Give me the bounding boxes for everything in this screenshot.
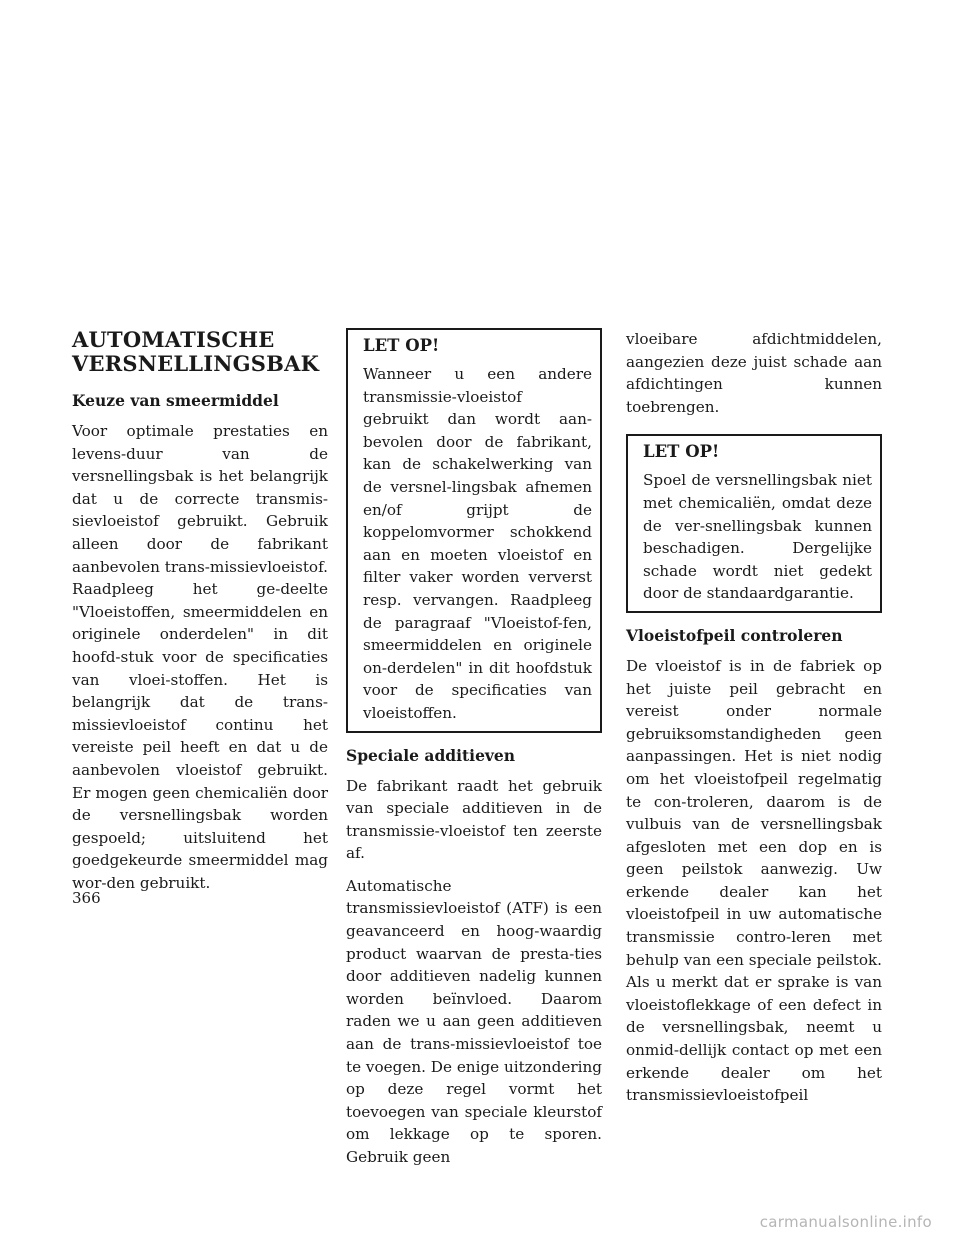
paragraph-fluid-level: De vloeistof is in de fabriek op het juiste peil gebracht en vereist onder normale gebruiksomstandigheden geen aanpassingen. Het is niet nodig om het vloeistofpeil regelmatig te con-troleren, daarom is de vulbuis van de versnellingsbak afgesloten met een dop en is geen peilstok aanwezig. Uw erkende dealer kan het vloeistofpeil in uw automatische transmissie contro-leren met behulp van een speciale peilstok. Als u merkt dat er sprake is van vloeistoflekkage of een defect in de versnellingsbak, neemt u onmid-dellijk contact op met een erkende dealer om het transmissievloeistofpeil <box>626 656 882 1105</box>
watermark: carmanualsonline.info <box>759 1213 932 1231</box>
paragraph-lubricant-choice: Voor optimale prestaties en levens-duur van de versnellingsbak is het belangrijk dat u de correcte transmis-sievloeistof gebruikt. Gebruik alleen door de fabrikant aanbevolen trans-missievloeistof. Raadpleeg het ge-deelte "Vloeistoffen, smeermiddelen en originele onderdelen" in dit hoofd-stuk voor de specificaties van vloei-stoffen. Het is belangrijk dat de trans-missievloeistof continu het vereiste peil heeft en dat u de aanbevolen vloeistof gebruikt. Er mogen geen chemicaliën door de versnellingsbak worden gespoeld; uitsluitend het goedgekeurde smeermiddel mag wor-den gebruikt. <box>72 422 328 892</box>
caution-box-flushing <box>626 434 882 613</box>
caution-box-transmission-fluid <box>346 328 602 733</box>
column-1 <box>72 328 328 904</box>
column-3 <box>626 328 882 1117</box>
paragraph-additives-advice: De fabrikant raadt het gebruik van speciale additieven in de transmissie-vloeistof ten zeerste af. <box>346 776 602 863</box>
column-2 <box>346 328 602 1179</box>
paragraph-continued: vloeibare afdichtmiddelen, aangezien deze juist schade aan afdichtingen kunnen toebrengen. <box>626 330 882 416</box>
subheading-lubricant-choice: Keuze van smeermiddel <box>72 391 279 410</box>
caution-text: Wanneer u een andere transmissie-vloeistof gebruikt dan wordt aan-bevolen door de fabrikant, kan de schakelwerking van de versnel-lingsbak afnemen en/of grijpt de koppelomvormer schokkend aan en moeten vloeistof en filter vaker worden ververst resp. vervangen. Raadpleeg de paragraaf "Vloeistof-fen, smeermiddelen en originele on-derdelen" in dit hoofdstuk voor de specificaties van vloeistoffen. <box>363 365 592 722</box>
caution-text: Spoel de versnellingsbak niet met chemicaliën, omdat deze de ver-snellingsbak kunnen beschadigen. Dergelijke schade wordt niet gedekt door de standaardgarantie. <box>643 471 872 603</box>
subheading-special-additives: Speciale additieven <box>346 745 516 765</box>
page-number: 366 <box>72 889 101 907</box>
chapter-title: AUTOMATISCHE VERSNELLINGSBAK <box>72 327 320 376</box>
subheading-fluid-level-check: Vloeistofpeil controleren <box>626 625 843 645</box>
caution-title: LET OP! <box>363 336 440 355</box>
paragraph-atf-description: Automatische transmissievloeistof (ATF) is een geavanceerd en hoog-waardig product waarvan de presta-ties door additieven nadelig kunnen worden beïnvloed. Daarom raden we u aan geen additieven aan de trans-missievloeistof toe te voegen. De enige uitzondering op deze regel vormt het toevoegen van speciale kleurstof om lekkage op te sporen. Gebruik geen <box>346 876 602 1166</box>
caution-title: LET OP! <box>643 442 720 462</box>
